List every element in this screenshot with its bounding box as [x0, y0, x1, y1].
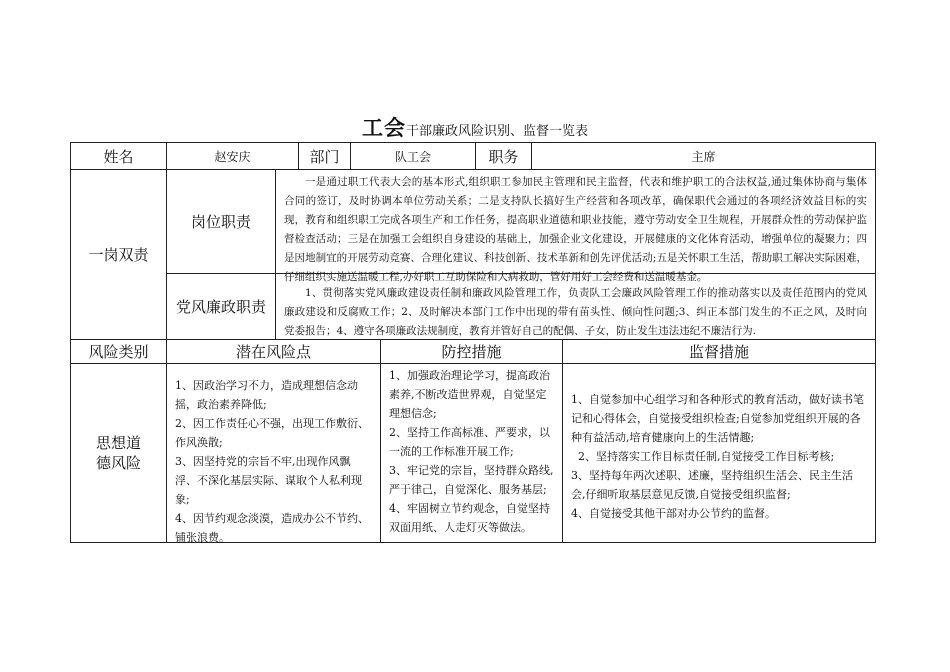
- duty-label: 一岗双责: [70, 169, 167, 340]
- party-duty-cell: [275, 273, 876, 340]
- post-duty-cell: [275, 169, 876, 283]
- name-value: 赵安庆: [166, 142, 299, 170]
- supervision-list: [563, 364, 875, 523]
- post-label: 职务: [475, 142, 532, 170]
- list-item: 4、自觉接受其他干部对办公节约的监督。: [571, 507, 776, 520]
- post-duty-label: 岗位职责: [166, 169, 276, 274]
- supervision-cell: [562, 363, 876, 543]
- risk-category: 思想道德风险: [95, 434, 141, 472]
- potential-risk-list: [167, 364, 380, 547]
- post-duty-text: 一是通过职工代表大会的基本形式,组织职工参加民主管理和民主监督，代表和维护职工的合法权益,通过集体协商与集体合同的签订，及时协调本单位劳动关系；二是支持队长搞好生产经营和各项改革，确保职代会通过的各项经济效益目标的实现，教育和组织职工完成各项生产和工作任务，提高职业道德和职业技能，遵守劳动安全卫生规程，开展群众性的劳动保护监督检查活动；三是在加强工会组织自身建设的基础上，加强企业文化建设，开展健康的文化体育活动，增强单位的凝聚力；四是因地制宜的开展劳动竞赛、合理化建议、科技创新、技术革新和创先评优活动;五是关怀职工生活，帮助职工解决实际困难，仔细组织实施送温暖工程,办好职工互助保险和大病救助，管好用好工会经费和送温暖基金。: [284, 176, 867, 283]
- prevention-cell: [380, 363, 563, 543]
- list-item: 3、牢记党的宗旨，坚持群众路线,严于律己，自觉深化、服务基层;: [389, 464, 554, 496]
- risk-category-header: 风险类别: [70, 339, 167, 364]
- list-item: 4、牢固树立节约观念，自觉坚持双面用纸、人走灯灭等做法。: [389, 502, 550, 534]
- potential-risk-cell: [166, 363, 381, 543]
- dept-label: 部门: [298, 142, 351, 170]
- list-item: 1、加强政治理论学习，提高政治素养,不断改造世界观，自觉坚定理想信念;: [389, 369, 550, 420]
- party-duty-text: 1、贯彻落实党风廉政建设责任制和廉政风险管理工作，负责队工会廉政风险管理工作的推动落实以及责任范围内的党风廉政建设和反腐败工作；2、及时解决本部门工作中出现的带有苗头性、倾向性问题;3、纠正本部门发生的不正之风，及时向党委报告；4、遵守各项廉政法规制度，教育并管好自己的配偶、子女，防止发生违法违纪不廉洁行为.: [284, 287, 867, 337]
- supervision-header: 监督措施: [562, 339, 876, 364]
- list-item: 1、因政治学习不力，造成理想信念动摇，政治素养降低;: [175, 379, 358, 411]
- prevention-header: 防控措施: [380, 339, 563, 364]
- title-main: 工会: [361, 115, 406, 140]
- potential-risk-header: 潜在风险点: [166, 339, 381, 364]
- list-item: 3、因坚持党的宗旨不牢,出现作风飘浮、不深化基层实际、谋取个人私利现象;: [175, 455, 362, 506]
- list-item: 2、因工作责任心不强，出现工作敷衍、作风涣散;: [175, 417, 369, 449]
- list-item: 3、坚持每年两次述职、述廉，坚持组织生活会、民主生活会,仔细听取基层意见反馈,自觉接受组织监督;: [571, 469, 853, 501]
- list-item: 1、自觉参加中心组学习和各种形式的教育活动，做好读书笔记和心得体会，自觉接受组织检查;自觉参加党组织开展的各种有益活动,培育健康向上的生活情趣;: [571, 393, 864, 444]
- list-item: 2、坚持落实工作目标责任制,自觉接受工作目标考核;: [571, 450, 835, 463]
- post-value: 主席: [531, 142, 876, 170]
- party-duty-label: 党风廉政职责: [166, 273, 276, 340]
- list-item: 4、因节约观念淡漠，造成办公不节约、铺张浪费。: [175, 512, 369, 544]
- risk-category-cell: [70, 363, 167, 543]
- prevention-list: [381, 364, 562, 537]
- document-title: [0, 112, 950, 142]
- dept-value: 队工会: [350, 142, 476, 170]
- name-label: 姓名: [70, 142, 167, 170]
- list-item: 2、坚持工作高标准、严要求，以一流的工作标准开展工作;: [389, 426, 550, 458]
- title-sub: 干部廉政风险识别、监督一览表: [405, 124, 588, 139]
